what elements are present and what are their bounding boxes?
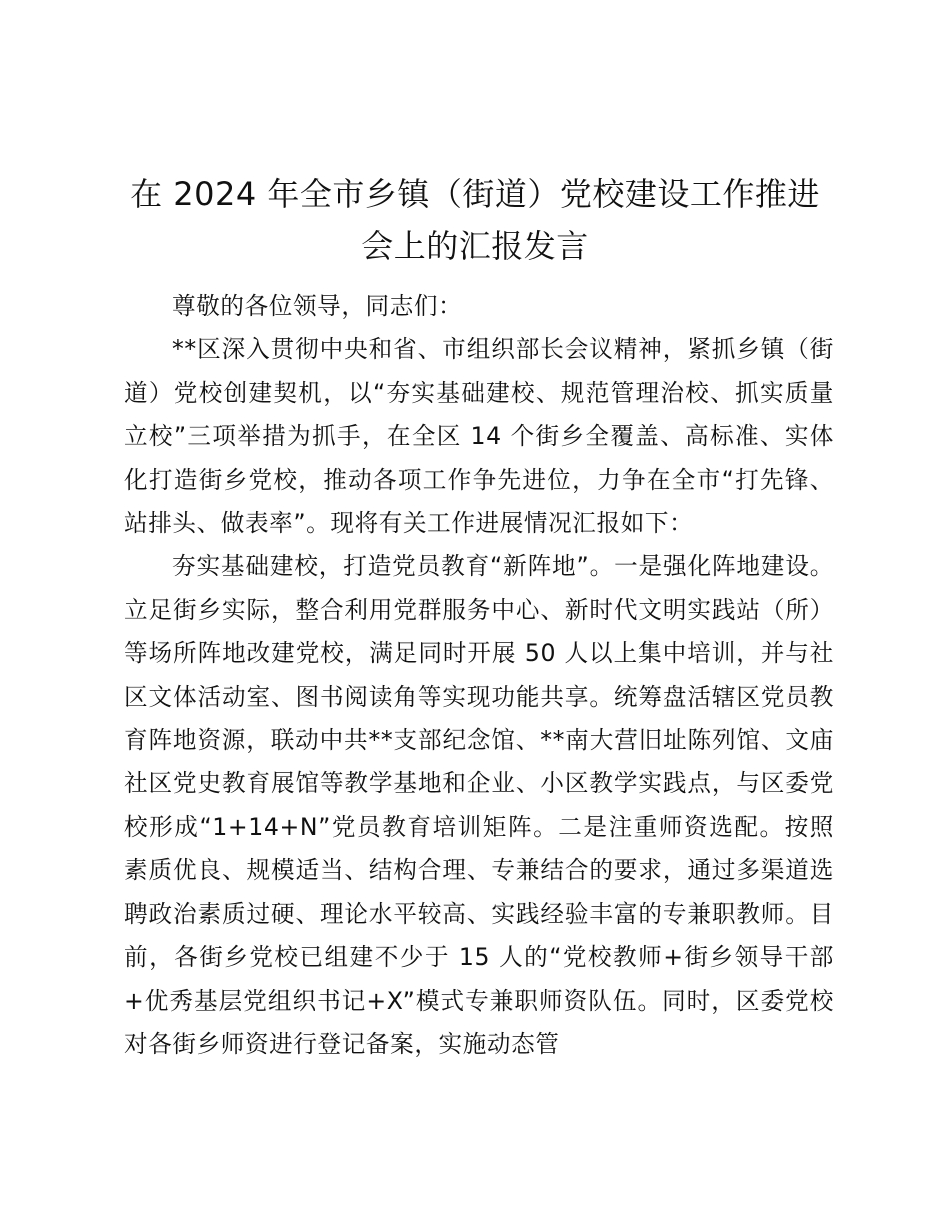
salutation-paragraph: 尊敬的各位领导，同志们： [172,292,463,320]
body-paragraph: 夯实基础建校，打造党员教育“新阵地”。一是强化阵地建设。立足街乡实际，整合利用党群服务中心、新时代文明实践站（所）等场所阵地改建党校，满足同时开展 50 人以上集中培训，并与社区文体活动室、图书阅读角等实现功能共享。统筹盘活辖区党员教育阵地资源，联动中共**支部纪念馆、**南大营旧址陈列馆、文庙社区党史教育展馆等教学基地和企业、小区教学实践点，与区委党校形成“1+14+N”党员教育培训矩阵。二是注重师资选配。按照素质优良、规模适当、结构合理、专兼结合的要求，通过多渠道选聘政治素质过硬、理论水平较高、实践经验丰富的专兼职教师。目前，各街乡党校已组建不少于 15 人的“党校教师+街乡领导干部+优秀基层党组织书记+X”模式专兼职师资队伍。同时，区委党校对各街乡师资进行登记备案，实施动态管 [124,552,834,1058]
document-body [124,285,834,1066]
document-title: 在 2024 年全市乡镇（街道）党校建设工作推进会上的汇报发言 [130,175,820,265]
intro-paragraph: **区深入贯彻中央和省、市组织部长会议精神，紧抓乡镇（街道）党校创建契机，以“夯实基础建校、规范管理治校、抓实质量立校”三项举措为抓手，在全区 14 个街乡全覆盖、高标准、实体化打造街乡党校，推动各项工作争先进位，力争在全市“打先锋、站排头、做表率”。现将有关工作进展情况汇报如下： [124,335,834,538]
